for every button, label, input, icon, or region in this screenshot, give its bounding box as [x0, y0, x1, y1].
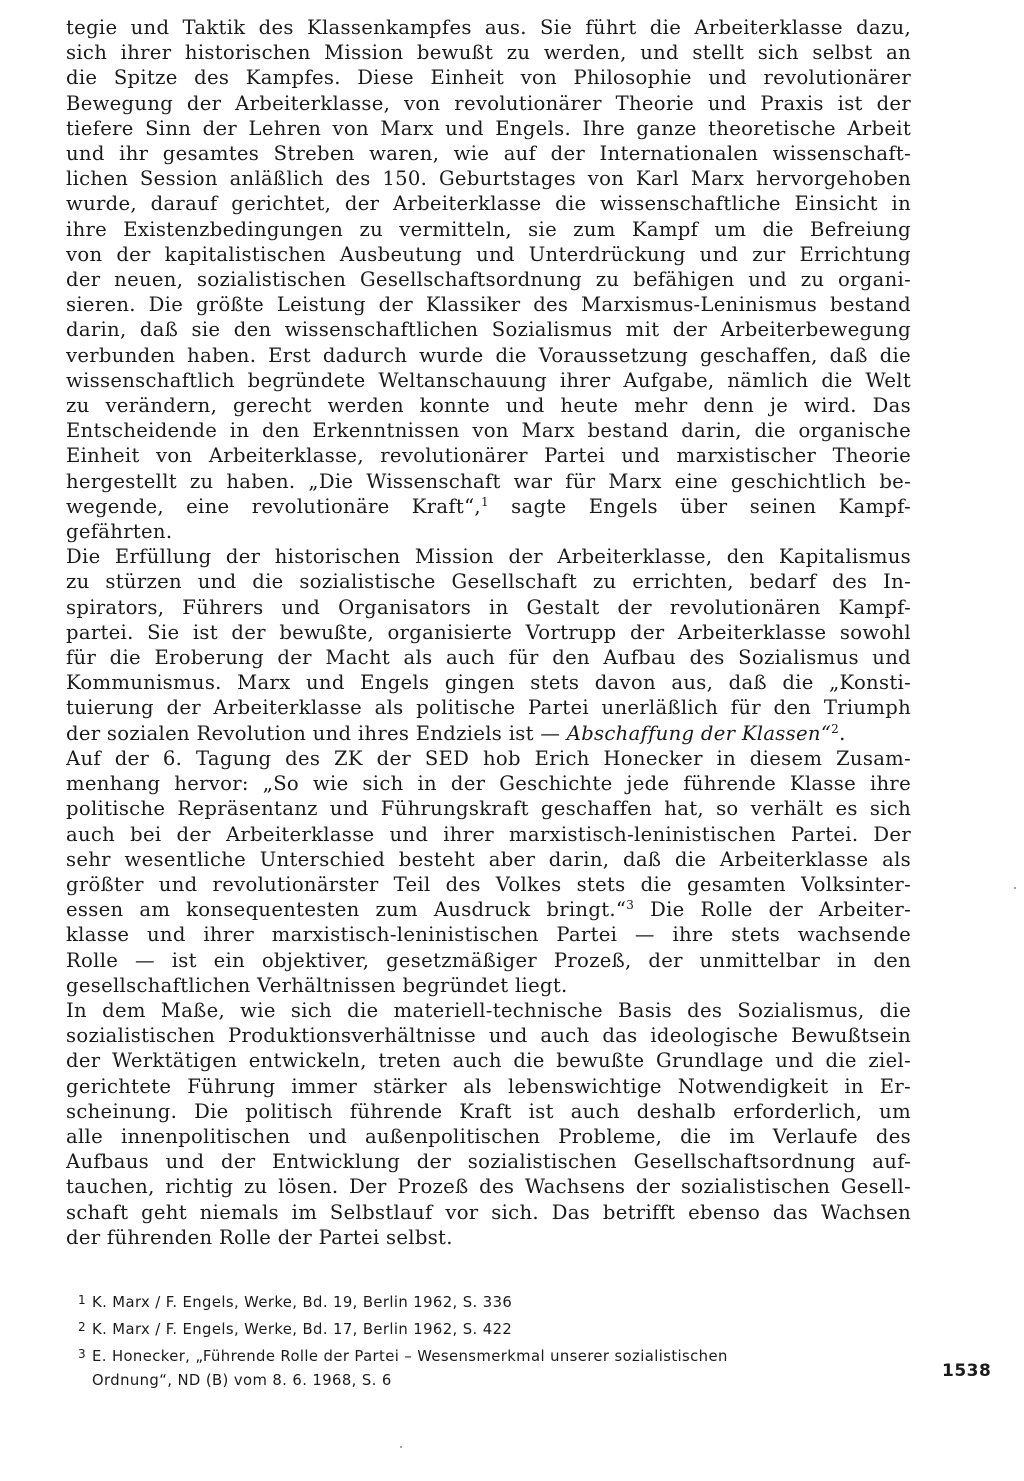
text-line: sozialistischen Produktionsverhältnisse und auch das ideologische Bewußtsein	[66, 1024, 911, 1048]
text-line: Entscheidende in den Erkenntnissen von Marx bestand darin, die organische	[66, 419, 911, 443]
text-line: Aufbaus und der Entwicklung der sozialistischen Gesellschaftsordnung auf-	[66, 1150, 911, 1174]
text-line: klasse und ihrer marxistisch-leninistischen Partei — ihre stets wachsende	[66, 923, 911, 947]
footnote-2	[78, 1315, 918, 1342]
text-line: gerichtete Führung immer stärker als lebenswichtige Notwendigkeit in Er-	[66, 1074, 911, 1098]
text-line: der neuen, sozialistischen Gesellschaftsordnung zu befähigen und zu organi-	[66, 268, 911, 292]
text-line: der führenden Rolle der Partei selbst.	[66, 1225, 453, 1249]
body-text	[66, 15, 911, 1250]
text-line	[66, 494, 911, 519]
footnote-text: K. Marx / F. Engels, Werke, Bd. 19, Berlin 1962, S. 336	[92, 1294, 513, 1311]
text-line: ihre Existenzbedingungen zu vermitteln, sie zum Kampf um die Befreiung	[66, 217, 911, 241]
text-line: wurde, darauf gerichtet, der Arbeiterklasse die wissenschaftliche Einsicht in	[66, 192, 911, 216]
text-segment: wegende, eine revolutionäre Kraft“,	[66, 494, 481, 518]
text-line: sehr wesentliche Unterschied besteht aber darin, daß die Arbeiterklasse als	[66, 847, 911, 871]
text-line: gesellschaftlichen Verhältnissen begründet liegt.	[66, 973, 568, 997]
text-line: der Werktätigen entwickeln, treten auch die bewußte Grundlage und die ziel-	[66, 1049, 911, 1073]
text-line: tuierung der Arbeiterklasse als politische Partei unerläßlich für den Triumph	[66, 696, 911, 720]
italic-quote: Abschaffung der Klassen	[566, 721, 821, 745]
text-line: hergestellt zu haben. „Die Wissenschaft war für Marx eine geschichtlich be-	[66, 469, 911, 493]
footnote-1	[78, 1288, 918, 1315]
text-line: Einheit von Arbeiterklasse, revolutionärer Partei und marxistischer Theorie	[66, 444, 911, 468]
footnote-3-continued	[78, 1369, 918, 1393]
closing-quote: “	[820, 721, 832, 745]
text-line: gefährten.	[66, 520, 173, 544]
page-number: 1538	[942, 1361, 992, 1381]
footnote-marker-2: 2	[831, 721, 840, 736]
scan-speck	[1014, 887, 1016, 889]
text-line: sieren. Die größte Leistung der Klassiker des Marxismus-Leninismus bestand	[66, 293, 911, 317]
text-line: von der kapitalistischen Ausbeutung und Unterdrückung und zur Errichtung	[66, 242, 911, 266]
text-line: Die Erfüllung der historischen Mission der Arbeiterklasse, den Kapitalismus	[66, 545, 911, 569]
text-line: alle innenpolitischen und außenpolitischen Probleme, die im Verlaufe des	[66, 1124, 911, 1148]
text-line: partei. Sie ist der bewußte, organisierte Vortrupp der Arbeiterklasse sowohl	[66, 620, 911, 644]
text-line: wissenschaftlich begründete Weltanschauung ihrer Aufgabe, nämlich die Welt	[66, 368, 911, 392]
footnote-text: E. Honecker, „Führende Rolle der Partei – Wesensmerkmal unserer sozialistischen	[92, 1348, 728, 1365]
footnote-number: 3	[78, 1347, 87, 1361]
text-segment: der sozialen Revolution und ihres Endziels ist —	[66, 721, 567, 745]
text-line: schaft geht niemals im Selbstlauf vor sich. Das betrifft ebenso das Wachsen	[66, 1200, 911, 1224]
text-line: und ihr gesamtes Streben waren, wie auf der Internationalen wissenschaft-	[66, 142, 911, 166]
text-line: größter und revolutionärster Teil des Volkes stets die gesamten Volksinter-	[66, 872, 911, 896]
text-line: Rolle — ist ein objektiver, gesetzmäßiger Prozeß, der unmittelbar in den	[66, 948, 911, 972]
text-line: darin, daß sie den wissenschaftlichen Sozialismus mit der Arbeiterbewegung	[66, 318, 911, 342]
text-segment: sagte Engels über seinen Kampf-	[488, 494, 911, 518]
footnote-number: 2	[78, 1320, 87, 1334]
text-segment: Die Rolle der Arbeiter-	[634, 898, 911, 922]
footnote-marker-1: 1	[480, 494, 489, 509]
text-line: Kommunismus. Marx und Engels gingen stets davon aus, daß die „Konsti-	[66, 671, 911, 695]
text-line: die Spitze des Kampfes. Diese Einheit von Philosophie und revolutionärer	[66, 66, 911, 90]
footnote-marker-3: 3	[626, 898, 635, 913]
text-segment: essen am konsequentesten zum Ausdruck bringt.“	[66, 898, 627, 922]
footnotes	[78, 1288, 918, 1393]
text-line: zu verändern, gerecht werden konnte und heute mehr denn je wird. Das	[66, 394, 911, 418]
text-line: lichen Session anläßlich des 150. Geburtstages von Karl Marx hervorgehoben	[66, 167, 911, 191]
footnote-text: Ordnung“, ND (B) vom 8. 6. 1968, S. 6	[92, 1372, 392, 1389]
text-line: sich ihrer historischen Mission bewußt zu werden, und stellt sich selbst an	[66, 41, 911, 65]
text-line: tiefere Sinn der Lehren von Marx und Engels. Ihre ganze theoretische Arbeit	[66, 116, 911, 140]
text-segment: .	[839, 721, 846, 745]
text-line: politische Repräsentanz und Führungskraft geschaffen hat, so verhält es sich	[66, 797, 911, 821]
text-line: Auf der 6. Tagung des ZK der SED hob Erich Honecker in diesem Zusam-	[66, 746, 911, 770]
text-line: zu stürzen und die sozialistische Gesellschaft zu errichten, bedarf des In-	[66, 570, 911, 594]
text-line	[66, 721, 911, 746]
footnote-text: K. Marx / F. Engels, Werke, Bd. 17, Berlin 1962, S. 422	[92, 1321, 513, 1338]
text-line: für die Eroberung der Macht als auch für den Aufbau des Sozialismus und	[66, 646, 911, 670]
footnote-number: 1	[78, 1293, 87, 1307]
text-line: scheinung. Die politisch führende Kraft ist auch deshalb erforderlich, um	[66, 1099, 911, 1123]
text-line: auch bei der Arbeiterklasse und ihrer marxistisch-leninistischen Partei. Der	[66, 822, 911, 846]
footnote-3	[78, 1342, 918, 1369]
text-line: verbunden haben. Erst dadurch wurde die Voraussetzung geschaffen, daß die	[66, 343, 911, 367]
text-line: menhang hervor: „So wie sich in der Geschichte jede führende Klasse ihre	[66, 772, 911, 796]
scan-speck	[400, 1446, 402, 1448]
text-line: tauchen, richtig zu lösen. Der Prozeß des Wachsens der sozialistischen Gesell-	[66, 1175, 911, 1199]
text-line: Bewegung der Arbeiterklasse, von revolutionärer Theorie und Praxis ist der	[66, 91, 911, 115]
text-line: spirators, Führers und Organisators in Gestalt der revolutionären Kampf-	[66, 595, 911, 619]
text-line: In dem Maße, wie sich die materiell-technische Basis des Sozialismus, die	[66, 998, 911, 1022]
text-line	[66, 897, 911, 922]
text-line: tegie und Taktik des Klassenkampfes aus. Sie führt die Arbeiterklasse dazu,	[66, 16, 911, 39]
